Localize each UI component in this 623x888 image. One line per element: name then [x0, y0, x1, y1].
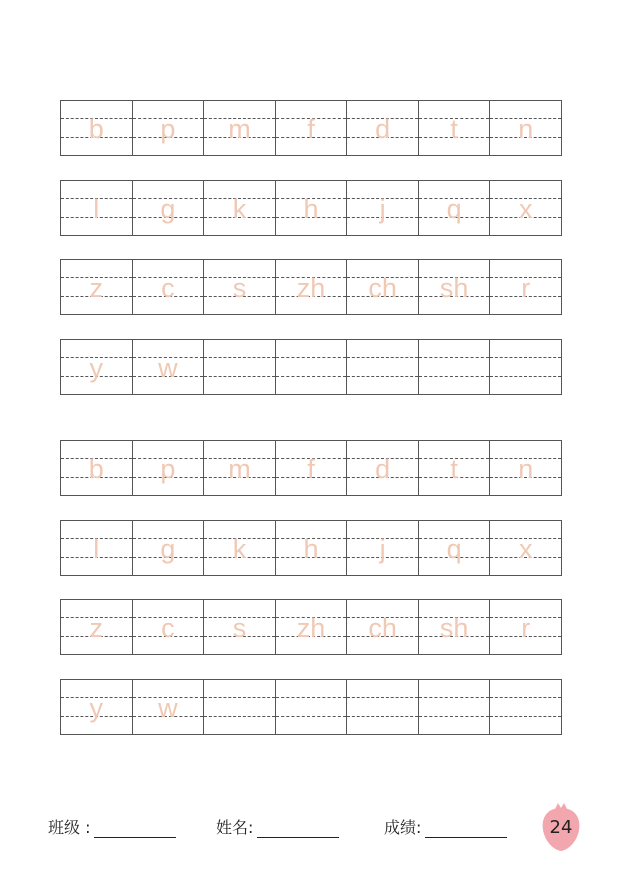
trace-letter: t [450, 454, 458, 484]
practice-cell[interactable] [490, 260, 562, 314]
practice-cell[interactable] [276, 521, 348, 575]
trace-letter: l [93, 534, 100, 564]
name-field [216, 815, 339, 838]
trace-letter: h [303, 534, 319, 564]
trace-letter: c [161, 273, 175, 303]
practice-cell[interactable] [347, 181, 419, 235]
trace-letter: q [446, 194, 462, 224]
trace-letter: ch [368, 273, 397, 303]
score-field [384, 815, 507, 838]
page-number-badge [539, 800, 583, 852]
trace-letter: sh [439, 273, 469, 303]
practice-cell[interactable] [347, 101, 419, 155]
trace-letter: f [307, 454, 315, 484]
trace-letter: d [375, 114, 391, 144]
trace-letter: r [521, 613, 531, 643]
trace-letter: m [228, 454, 251, 484]
trace-letter: w [158, 693, 178, 723]
trace-letter: b [88, 454, 104, 484]
class-field [48, 815, 176, 838]
practice-cell[interactable] [61, 101, 133, 155]
name-input-line[interactable] [257, 819, 339, 838]
practice-cell[interactable] [133, 521, 205, 575]
trace-letter: sh [439, 613, 469, 643]
practice-row [60, 259, 562, 315]
trace-letter: t [450, 114, 458, 144]
trace-letter: m [228, 114, 251, 144]
trace-letter: s [232, 613, 247, 643]
practice-cell[interactable] [419, 340, 491, 394]
footer [0, 809, 623, 849]
practice-cell[interactable] [61, 441, 133, 495]
practice-cell[interactable] [419, 181, 491, 235]
trace-letter: c [161, 613, 175, 643]
practice-cell[interactable] [419, 521, 491, 575]
practice-cell[interactable] [204, 600, 276, 654]
trace-letter: y [89, 353, 104, 383]
page-number: 24 [549, 817, 573, 838]
practice-cell[interactable] [276, 680, 348, 734]
trace-letter: g [160, 194, 176, 224]
practice-cell[interactable] [133, 181, 205, 235]
trace-letter: y [89, 693, 104, 723]
practice-cell[interactable] [276, 340, 348, 394]
practice-cell[interactable] [133, 260, 205, 314]
practice-cell[interactable] [490, 600, 562, 654]
trace-letter: n [518, 114, 534, 144]
trace-letter: k [232, 194, 247, 224]
class-input-line[interactable] [94, 819, 176, 838]
trace-letter: z [89, 613, 104, 643]
practice-cell[interactable] [61, 521, 133, 575]
practice-cell[interactable] [204, 260, 276, 314]
practice-cell[interactable] [347, 521, 419, 575]
practice-row [60, 520, 562, 576]
trace-letter: zh [296, 273, 326, 303]
trace-letter: g [160, 534, 176, 564]
practice-cell[interactable] [347, 340, 419, 394]
trace-letter: w [158, 353, 178, 383]
practice-cell[interactable] [419, 101, 491, 155]
trace-letter: ch [368, 613, 397, 643]
practice-row [60, 339, 562, 395]
practice-cell[interactable] [347, 600, 419, 654]
trace-letter: j [379, 194, 386, 224]
trace-letter: f [307, 114, 315, 144]
practice-cell[interactable] [490, 441, 562, 495]
trace-letter: p [160, 454, 176, 484]
trace-letter: s [232, 273, 247, 303]
practice-row [60, 599, 562, 655]
trace-letter: k [232, 534, 247, 564]
practice-cell[interactable] [419, 441, 491, 495]
practice-cell[interactable] [204, 181, 276, 235]
practice-cell[interactable] [276, 441, 348, 495]
trace-letter: zh [296, 613, 326, 643]
practice-cell[interactable] [490, 340, 562, 394]
trace-letter: h [303, 194, 319, 224]
trace-letter: z [89, 273, 104, 303]
practice-cell[interactable] [61, 680, 133, 734]
practice-cell[interactable] [61, 340, 133, 394]
practice-row [60, 679, 562, 735]
practice-cell[interactable] [419, 600, 491, 654]
practice-cell[interactable] [276, 260, 348, 314]
practice-row [60, 440, 562, 496]
practice-cell[interactable] [419, 680, 491, 734]
class-label: 班级 : [48, 818, 91, 837]
trace-letter: q [446, 534, 462, 564]
trace-letter: d [375, 454, 391, 484]
practice-cell[interactable] [490, 680, 562, 734]
practice-row [60, 180, 562, 236]
name-label: 姓名: [216, 818, 254, 837]
practice-cell[interactable] [133, 680, 205, 734]
practice-cell[interactable] [133, 101, 205, 155]
practice-cell[interactable] [490, 521, 562, 575]
trace-letter: r [521, 273, 531, 303]
trace-letter: n [518, 454, 534, 484]
practice-cell[interactable] [419, 260, 491, 314]
practice-cell[interactable] [276, 101, 348, 155]
score-label: 成绩: [384, 818, 422, 837]
trace-letter: b [88, 114, 104, 144]
practice-cell[interactable] [204, 441, 276, 495]
practice-cell[interactable] [133, 441, 205, 495]
trace-letter: p [160, 114, 176, 144]
practice-cell[interactable] [347, 441, 419, 495]
practice-cell[interactable] [204, 680, 276, 734]
practice-cell[interactable] [347, 680, 419, 734]
practice-cell[interactable] [61, 181, 133, 235]
trace-letter: x [519, 194, 533, 224]
practice-cell[interactable] [347, 260, 419, 314]
practice-cell[interactable] [490, 101, 562, 155]
practice-cell[interactable] [61, 600, 133, 654]
practice-cell[interactable] [204, 101, 276, 155]
practice-cell[interactable] [133, 600, 205, 654]
score-input-line[interactable] [425, 819, 507, 838]
practice-cell[interactable] [133, 340, 205, 394]
practice-cell[interactable] [61, 260, 133, 314]
practice-cell[interactable] [276, 600, 348, 654]
trace-letter: l [93, 194, 100, 224]
practice-cell[interactable] [490, 181, 562, 235]
practice-cell[interactable] [204, 521, 276, 575]
practice-cell[interactable] [276, 181, 348, 235]
trace-letter: j [379, 534, 386, 564]
trace-letter: x [519, 534, 533, 564]
practice-row [60, 100, 562, 156]
practice-cell[interactable] [204, 340, 276, 394]
